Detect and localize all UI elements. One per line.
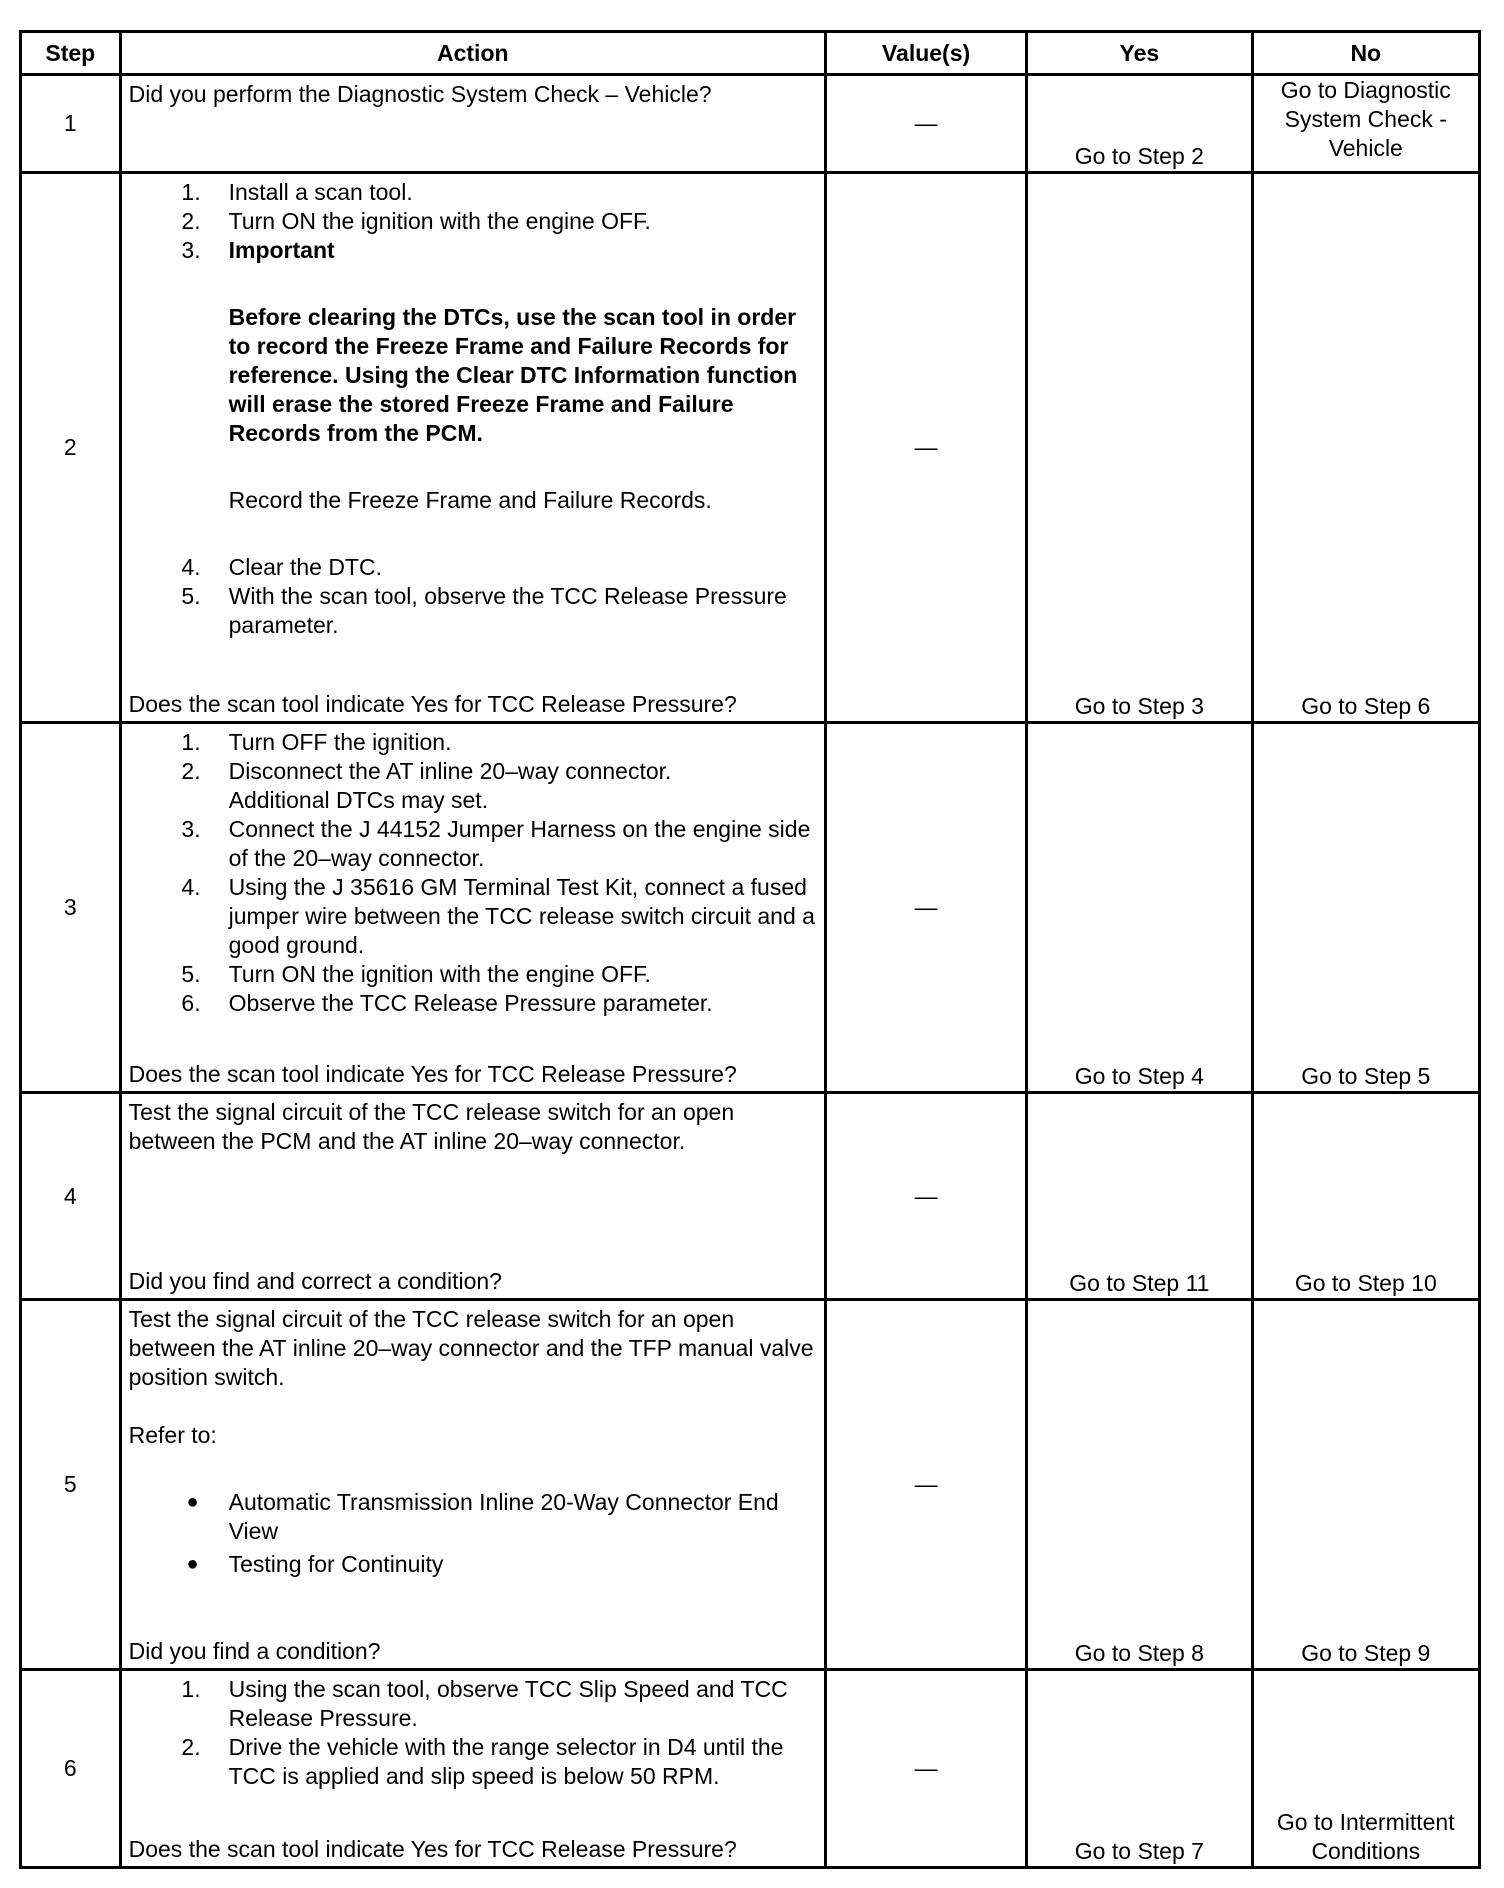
question-text: Did you find a condition? [128, 1638, 381, 1664]
action-cell [120, 1670, 825, 1868]
question-text: Did you find and correct a condition? [128, 1268, 502, 1294]
step-list [129, 178, 817, 265]
action-cell [120, 1300, 825, 1670]
list-item: 3. Important [181, 237, 335, 263]
yes-cell: Go to Step 8 [1027, 1300, 1252, 1670]
no-cell [1252, 1670, 1479, 1868]
list-item: ● Testing for Continuity [129, 1550, 817, 1579]
reference-list [129, 1488, 817, 1579]
table-row-step-2 [21, 173, 1480, 723]
header-no: No [1252, 32, 1479, 75]
action-cell [120, 1093, 825, 1300]
header-action: Action [120, 32, 825, 75]
header-values: Value(s) [825, 32, 1026, 75]
step-number: 5 [21, 1300, 121, 1670]
list-item: 3. Connect the J 44152 Jumper Harness on the engine side of the 20–way connector. [181, 816, 811, 871]
table-row-step-1 [21, 75, 1480, 173]
step-number: 2 [21, 173, 121, 723]
yes-cell: Go to Step 3 [1027, 173, 1252, 723]
value-cell: — [825, 1670, 1026, 1868]
step-list [129, 728, 817, 1018]
important-note: Before clearing the DTCs, use the scan tool in order to record the Freeze Frame and Failure Records for reference. Using the Clear DTC Information function will erase the stored Freeze Frame and Failure Records from the PCM. [228, 304, 798, 446]
list-item: 2. Drive the vehicle with the range selector in D4 until the TCC is applied and slip speed is below 50 RPM. [181, 1734, 784, 1789]
question-text: Does the scan tool indicate Yes for TCC Release Pressure? [128, 1061, 737, 1087]
step-list [129, 1675, 817, 1791]
no-cell: Go to Step 9 [1252, 1300, 1479, 1670]
no-cell: Go to Step 5 [1252, 723, 1479, 1093]
header-yes: Yes [1027, 32, 1252, 75]
list-item: 4. Using the J 35616 GM Terminal Test Kit, connect a fused jumper wire between the TCC release switch circuit and a good ground. [181, 874, 815, 958]
list-item: 5. With the scan tool, observe the TCC Release Pressure parameter. [181, 583, 787, 638]
value-cell: — [825, 1300, 1026, 1670]
refer-text: Refer to: [128, 1422, 217, 1448]
table-row-step-5 [21, 1300, 1480, 1670]
value-cell: — [825, 173, 1026, 723]
list-item: 2. Disconnect the AT inline 20–way connector. Additional DTCs may set. [181, 758, 672, 813]
header-row [21, 32, 1480, 75]
value-cell: — [825, 1093, 1026, 1300]
no-text: Go to Intermittent Conditions [1276, 1809, 1455, 1864]
step-number: 4 [21, 1093, 121, 1300]
action-text: Test the signal circuit of the TCC release switch for an open between the PCM and the AT inline 20–way connector. [128, 1099, 735, 1154]
header-step: Step [21, 32, 121, 75]
list-item: 5. Turn ON the ignition with the engine OFF. [181, 961, 651, 987]
action-cell [120, 723, 825, 1093]
list-item: 2. Turn ON the ignition with the engine OFF. [181, 208, 651, 234]
diagnostic-table [19, 30, 1481, 1869]
action-text: Test the signal circuit of the TCC release switch for an open between the AT inline 20–way connector and the TFP manual valve position switch. [128, 1306, 814, 1390]
question-text: Does the scan tool indicate Yes for TCC Release Pressure? [128, 691, 737, 717]
record-text: Record the Freeze Frame and Failure Records. [228, 487, 712, 513]
list-item: 1. Install a scan tool. [181, 179, 413, 205]
list-item: 1. Using the scan tool, observe TCC Slip Speed and TCC Release Pressure. [181, 1676, 788, 1731]
no-cell [1252, 75, 1479, 173]
step-number: 6 [21, 1670, 121, 1868]
no-cell: Go to Step 6 [1252, 173, 1479, 723]
no-cell: Go to Step 10 [1252, 1093, 1479, 1300]
list-item: 1. Turn OFF the ignition. [181, 729, 452, 755]
step-number: 3 [21, 723, 121, 1093]
table-row-step-6 [21, 1670, 1480, 1868]
yes-cell: Go to Step 2 [1027, 75, 1252, 173]
value-cell: — [825, 723, 1026, 1093]
table-row-step-4 [21, 1093, 1480, 1300]
yes-cell: Go to Step 7 [1027, 1670, 1252, 1868]
list-item: 6. Observe the TCC Release Pressure parameter. [181, 990, 713, 1016]
list-item: ● Automatic Transmission Inline 20-Way Connector End View [129, 1488, 817, 1546]
value-cell: — [825, 75, 1026, 173]
reference-link: Testing for Continuity [228, 1551, 444, 1577]
action-cell [120, 173, 825, 723]
list-item: 4. Clear the DTC. [181, 554, 382, 580]
table-row-step-3 [21, 723, 1480, 1093]
question-text: Did you perform the Diagnostic System Check – Vehicle? [128, 81, 712, 107]
step-number: 1 [21, 75, 121, 173]
step-list [129, 553, 817, 640]
reference-link: Automatic Transmission Inline 20-Way Connector End View [228, 1489, 779, 1544]
no-text: Go to Diagnostic System Check - Vehicle [1280, 77, 1451, 161]
yes-cell: Go to Step 4 [1027, 723, 1252, 1093]
action-cell [120, 75, 825, 173]
question-text: Does the scan tool indicate Yes for TCC Release Pressure? [128, 1836, 737, 1862]
yes-cell: Go to Step 11 [1027, 1093, 1252, 1300]
